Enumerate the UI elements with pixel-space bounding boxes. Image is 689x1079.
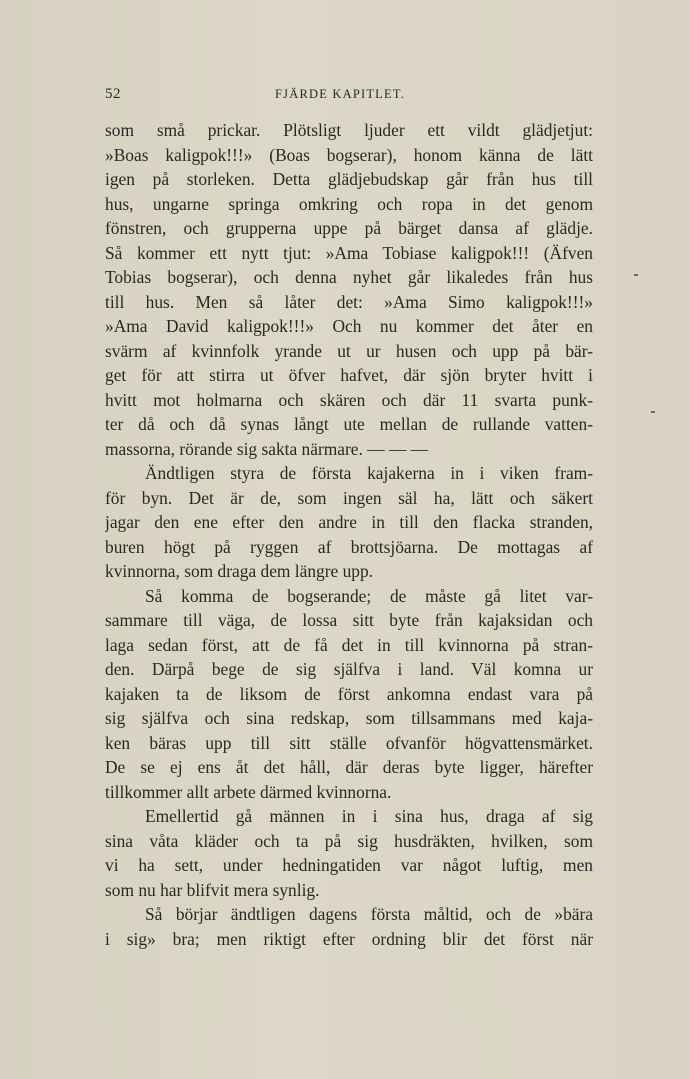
margin-speck	[634, 274, 638, 276]
margin-speck	[651, 411, 655, 413]
text-line: Ändtligen styra de första kajakerna in i viken fram-	[145, 463, 593, 483]
text-line: laga sedan först, att de få det in till kvinnorna på stran-	[105, 634, 593, 655]
text-line: hus, ungarne springa omkring och ropa in det genom	[105, 193, 593, 214]
text-line: som nu har blifvit mera synlig.	[105, 879, 320, 900]
text-line: vi ha sett, under hedningatiden var något luftig, men	[105, 855, 593, 875]
page-number: 52	[105, 86, 121, 102]
text-line: Så komma de bogserande; de måste gå litet var-	[145, 585, 593, 606]
text-line: buren högt på ryggen af brottsjöarna. De mottagas af	[105, 536, 593, 557]
text-line: i sig» bra; men riktigt efter ordning blir det först när	[105, 928, 593, 949]
text-line: fönstren, och grupperna uppe på bärget dansa af glädje.	[105, 218, 593, 238]
text-line: »Boas kaligpok!!!» (Boas bogserar), honom känna de lätt	[105, 144, 593, 165]
text-line: sig själfva och sina redskap, som tillsammans med kaja-	[105, 708, 593, 728]
text-line: svärm af kvinnfolk yrande ut ur husen och upp på bär-	[105, 340, 593, 361]
text-line: hvitt mot holmarna och skären och där 11 svarta punk-	[105, 389, 593, 410]
text-line: Emellertid gå männen in i sina hus, draga af sig	[145, 806, 593, 826]
text-line: ken bäras upp till sitt ställe ofvanför högvattensmärket.	[105, 732, 593, 753]
text-line: Så börjar ändtligen dagens första måltid, och de »bära	[145, 904, 593, 924]
body-text	[105, 118, 593, 951]
text-line: sammare till väga, de lossa sitt byte från kajaksidan och	[105, 610, 593, 630]
page-header	[105, 86, 593, 106]
text-line: »Ama David kaligpok!!!» Och nu kommer det åter en	[105, 316, 593, 336]
running-head: FJÄRDE KAPITLET.	[275, 87, 406, 101]
text-line: för byn. Det är de, som ingen säl ha, lätt och säkert	[105, 487, 593, 508]
text-line: jagar den ene efter den andre in till den flacka stranden,	[105, 512, 593, 532]
text-line: ter då och då synas långt ute mellan de rullande vatten-	[105, 414, 593, 434]
text-line: som små prickar. Plötsligt ljuder ett vildt glädjetjut:	[105, 120, 593, 140]
text-line: igen på storleken. Detta glädjebudskap går från hus till	[105, 169, 593, 189]
text-line: den. Därpå bege de sig själfva i land. Väl komna ur	[105, 659, 593, 679]
text-line: kajaken ta de liksom de först ankomna endast vara på	[105, 683, 593, 704]
text-line: sina våta kläder och ta på sig husdräkten, hvilken, som	[105, 830, 593, 851]
text-line: get för att stirra ut öfver hafvet, där sjön bryter hvitt i	[105, 365, 593, 385]
text-line: tillkommer allt arbete därmed kvinnorna.	[105, 781, 392, 802]
text-line: De se ej ens åt det håll, där deras byte ligger, härefter	[105, 757, 593, 777]
text-line: till hus. Men så låter det: »Ama Simo kaligpok!!!»	[105, 291, 593, 312]
text-line: massorna, rörande sig sakta närmare. — — —	[105, 438, 429, 459]
text-line: Tobias bogserar), och denna nyhet går likaledes från hus	[105, 267, 593, 287]
text-line: kvinnorna, som draga dem längre upp.	[105, 561, 374, 581]
text-line: Så kommer ett nytt tjut: »Ama Tobiase kaligpok!!! (Äfven	[105, 242, 593, 263]
